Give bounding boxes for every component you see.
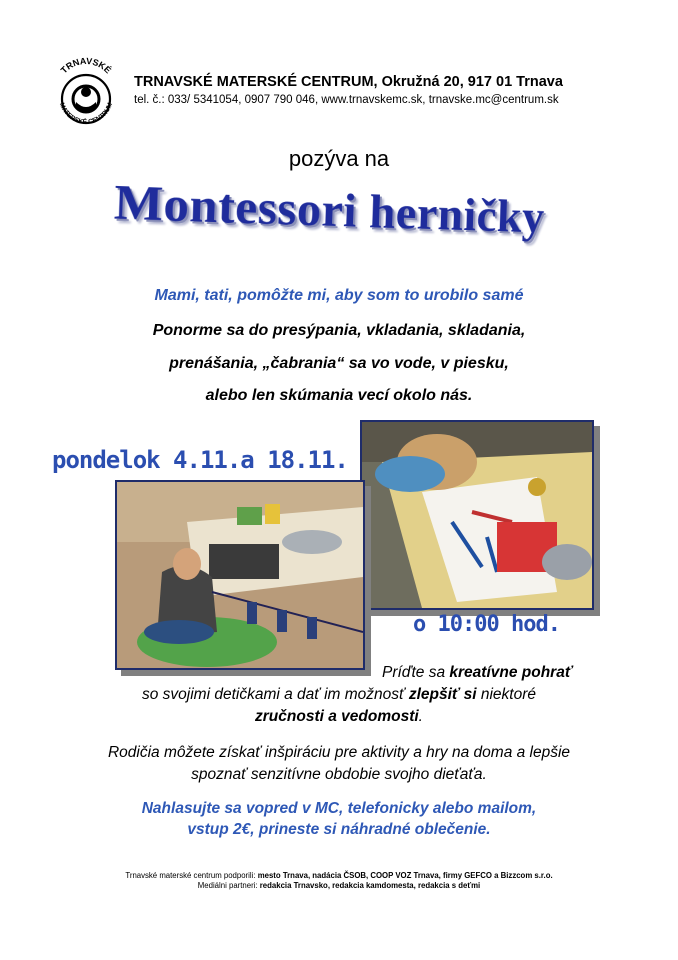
organization-logo — [50, 52, 122, 144]
svg-text:TRNAVSKÉ — [59, 56, 113, 76]
event-time: o 10:00 hod. — [413, 612, 560, 637]
parents-line-2: spoznať senzitívne obdobie svojho dieťaťa. — [191, 766, 487, 783]
register-line-2: vstup 2€, prineste si náhradné oblečenie. — [187, 821, 491, 838]
photo-child-threading-board — [360, 420, 594, 610]
come-line-1: Príďte sa kreatívne pohrať — [382, 664, 573, 681]
intro-line-2: prenášania, „čabrania“ sa vo vode, v piesku, — [169, 355, 509, 372]
logo-text-top: TRNAVSKÉ — [58, 55, 114, 76]
organization-contact: tel. č.: 033/ 5341054, 0907 790 046, www.trnavskemc.sk, trnavske.mc@centrum.sk — [134, 94, 559, 106]
invites-text: pozýva na — [288, 146, 390, 171]
register-line-1: Nahlasujte sa vopred v MC, telefonicky alebo mailom, — [141, 800, 537, 817]
event-subtitle: Mami, tati, pomôžte mi, aby som to urobilo samé — [154, 287, 524, 304]
intro-line-3: alebo len skúmania vecí okolo nás. — [205, 387, 473, 404]
come-line-2: so svojimi detičkami a dať im možnosť zlepšiť si niektoré — [142, 686, 536, 703]
footer-media: Mediálni partneri: redakcia Trnavsko, redakcia kamdomesta, redakcia s deťmi — [197, 881, 481, 890]
svg-text:MATERSKÉ CENTRUM — [58, 102, 114, 126]
organization-name: TRNAVSKÉ MATERSKÉ CENTRUM, Okružná 20, 917 01 Trnava — [134, 74, 563, 90]
event-date: pondelok 4.11.a 18.11. — [52, 446, 348, 474]
photo-child-hanging-laundry — [115, 480, 365, 670]
come-line-3: zručnosti a vedomosti. — [255, 708, 423, 725]
parents-line-1: Rodičia môžete získať inšpiráciu pre aktivity a hry na doma a lepšie — [107, 744, 571, 761]
logo-text-bottom: MATERSKÉ CENTRUM — [57, 101, 115, 126]
intro-line-1: Ponorme sa do presýpania, vkladania, skladania, — [152, 322, 526, 339]
event-title: Montessori herničky — [113, 174, 546, 244]
footer-supporters: Trnavské materské centrum podporili: mesto Trnava, nadácia ČSOB, COOP VOZ Trnava, firmy GEFCO a Bizzcom s.r.o. — [125, 871, 553, 880]
